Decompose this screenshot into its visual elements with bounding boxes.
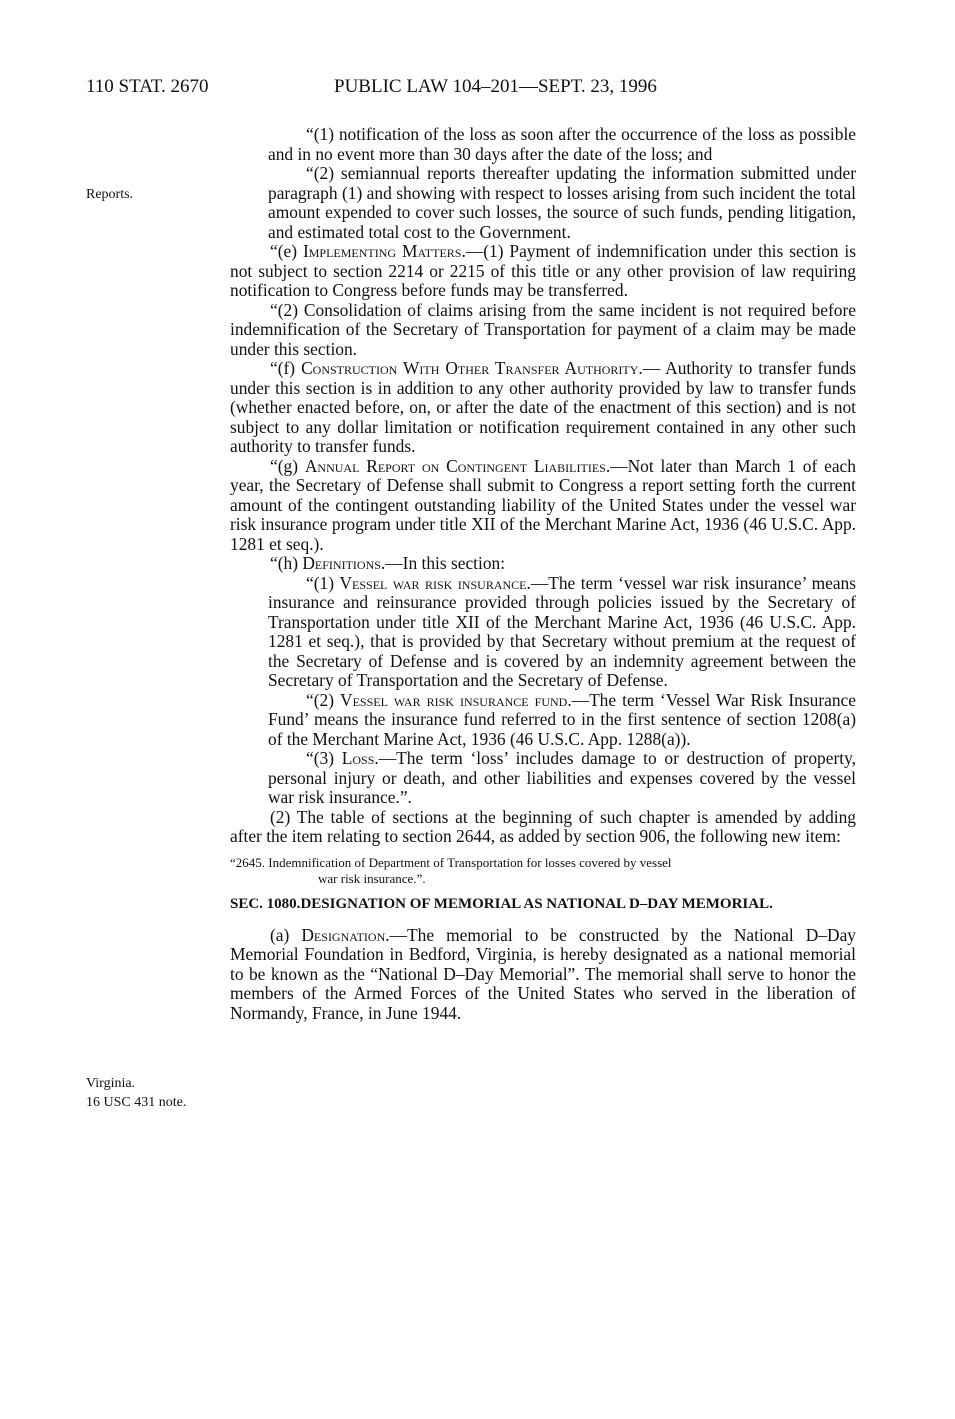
subsection-f [230,359,856,457]
paragraph-e2: “(2) Consolidation of claims arising from the same incident is not required before indemnification of the Secretary of Transportation for payment of a claim may be made under this section. [230,299,856,359]
subsection-g-lead: “(g) [270,455,305,476]
toc-line-1: “2645. Indemnification of Department of Transportation for losses covered by vessel [230,854,672,870]
definition-2-text: —The term ‘Vessel War Risk Insurance Fund’ means the insurance fund referred to in the first sentence of section 1208(a) of the Merchant Marine Act, 1936 (46 U.S.C. App. 1288(a)). [268,689,856,749]
definition-1-lead: “(1) [306,572,340,593]
paragraph-d1: “(1) notification of the loss as soon after the occurrence of the loss as possible and in no event more than 30 days after the date of the loss; and [268,124,856,164]
definition-2-heading: Vessel war risk insurance fund. [340,689,572,710]
page-header [86,76,895,104]
section-heading [230,895,856,914]
subsection-h-lead: “(h) [270,553,303,573]
definition-3-heading: Loss. [341,748,379,768]
toc-line-2: war risk insurance.”. [318,870,426,886]
stat-citation: 110 STAT. 2670 [86,76,209,97]
subsection-e-text: —(1) Payment of indemnification under this section is not subject to section 2214 or 2215 of this title or any other provision of law requiring notification to Congress before funds may be transferred. [230,241,856,300]
subsection-h-heading: Definitions. [302,553,386,573]
subsection-e-lead: “(e) [270,241,303,261]
subsection-h [230,554,856,574]
subsection-f-lead: “(f) [270,358,302,378]
subsection-e-heading: Implementing Matters. [302,241,466,261]
subsection-g-heading: Annual Report on Contingent Liabilities. [304,455,611,476]
margin-note-usc: 16 USC 431 note. [86,1095,187,1110]
main-text [230,125,856,1023]
subsection-f-heading: Construction With Other Transfer Authority. [301,358,643,378]
law-title: PUBLIC LAW 104–201—SEPT. 23, 1996 [334,76,657,97]
section-1080-a-heading: Designation. [301,924,390,945]
subsection-h-text: —In this section: [385,553,506,573]
section-1080-a-text: —The memorial to be constructed by the National D–Day Memorial Foundation in Bedford, Virginia, is hereby designated as a national memorial to be known as the “National D–Day Memorial”. The memorial shall serve to honor the members of the Armed Forces of the United States who served in the liberation of Normandy, France, in June 1944. [230,924,857,1023]
section-1080-a-lead: (a) [270,924,302,945]
subsection-e [230,242,856,301]
subsection-f-text: — Authority to transfer funds under this section is in addition to any other authority provided by law to transfer funds (whether enacted before, on, or after the date of the enactment of this section) and is not subject to any dollar limitation or notification requirement contained in any other such authority to transfer funds. [230,358,856,456]
subsection-g [230,457,856,555]
margin-note-virginia [86,1074,186,1112]
definition-2-lead: “(2) [306,689,341,710]
definition-3-text: —The term ‘loss’ includes damage to or destruction of property, personal injury or death, and other liabilities and expenses covered by the vessel war risk insurance.”. [268,748,856,807]
table-of-sections-item [230,855,856,887]
paragraph-d2: “(2) semiannual reports thereafter updating the information submitted under paragraph (1) and showing with respect to losses arising from such incident the total amount expended to cover such losses, the source of such funds, pending litigation, and estimated total cost to the Government. [268,163,856,242]
definition-1 [230,574,856,691]
definition-2 [230,691,856,750]
definition-3 [230,749,856,808]
section-1080-a [230,926,856,1024]
subsection-g-text: —Not later than March 1 of each year, the Secretary of Defense shall submit to Congress a report setting forth the current amount of the contingent outstanding liability of the United States under the vessel war risk insurance program under title XII of the Merchant Marine Act, 1936 (46 U.S.C. App. 1281 et seq.). [230,455,856,554]
amendment-2: (2) The table of sections at the beginning of such chapter is amended by adding after the item relating to section 2644, as added by section 906, the following new item: [230,806,856,846]
margin-note-state: Virginia. [86,1076,136,1091]
definition-1-heading: Vessel war risk insurance. [339,572,531,593]
definition-3-lead: “(3) [306,748,342,768]
margin-note-reports: Reports. [86,187,134,202]
definition-1-text: —The term ‘vessel war risk insurance’ means insurance and reinsurance provided through policies issued by the Secretary of Transportation under title XII of the Merchant Marine Act, 1936 (46 U.S.C. App. 1281 et seq.), that is provided by that Secretary without premium at the request of the Secretary of Defense and is covered by an indemnity agreement between the Secretary of Transportation and the Secretary of Defense. [268,572,857,690]
section-title: DESIGNATION OF MEMORIAL AS NATIONAL D–DAY MEMORIAL. [300,895,773,912]
section-label: SEC. 1080. [230,895,301,912]
